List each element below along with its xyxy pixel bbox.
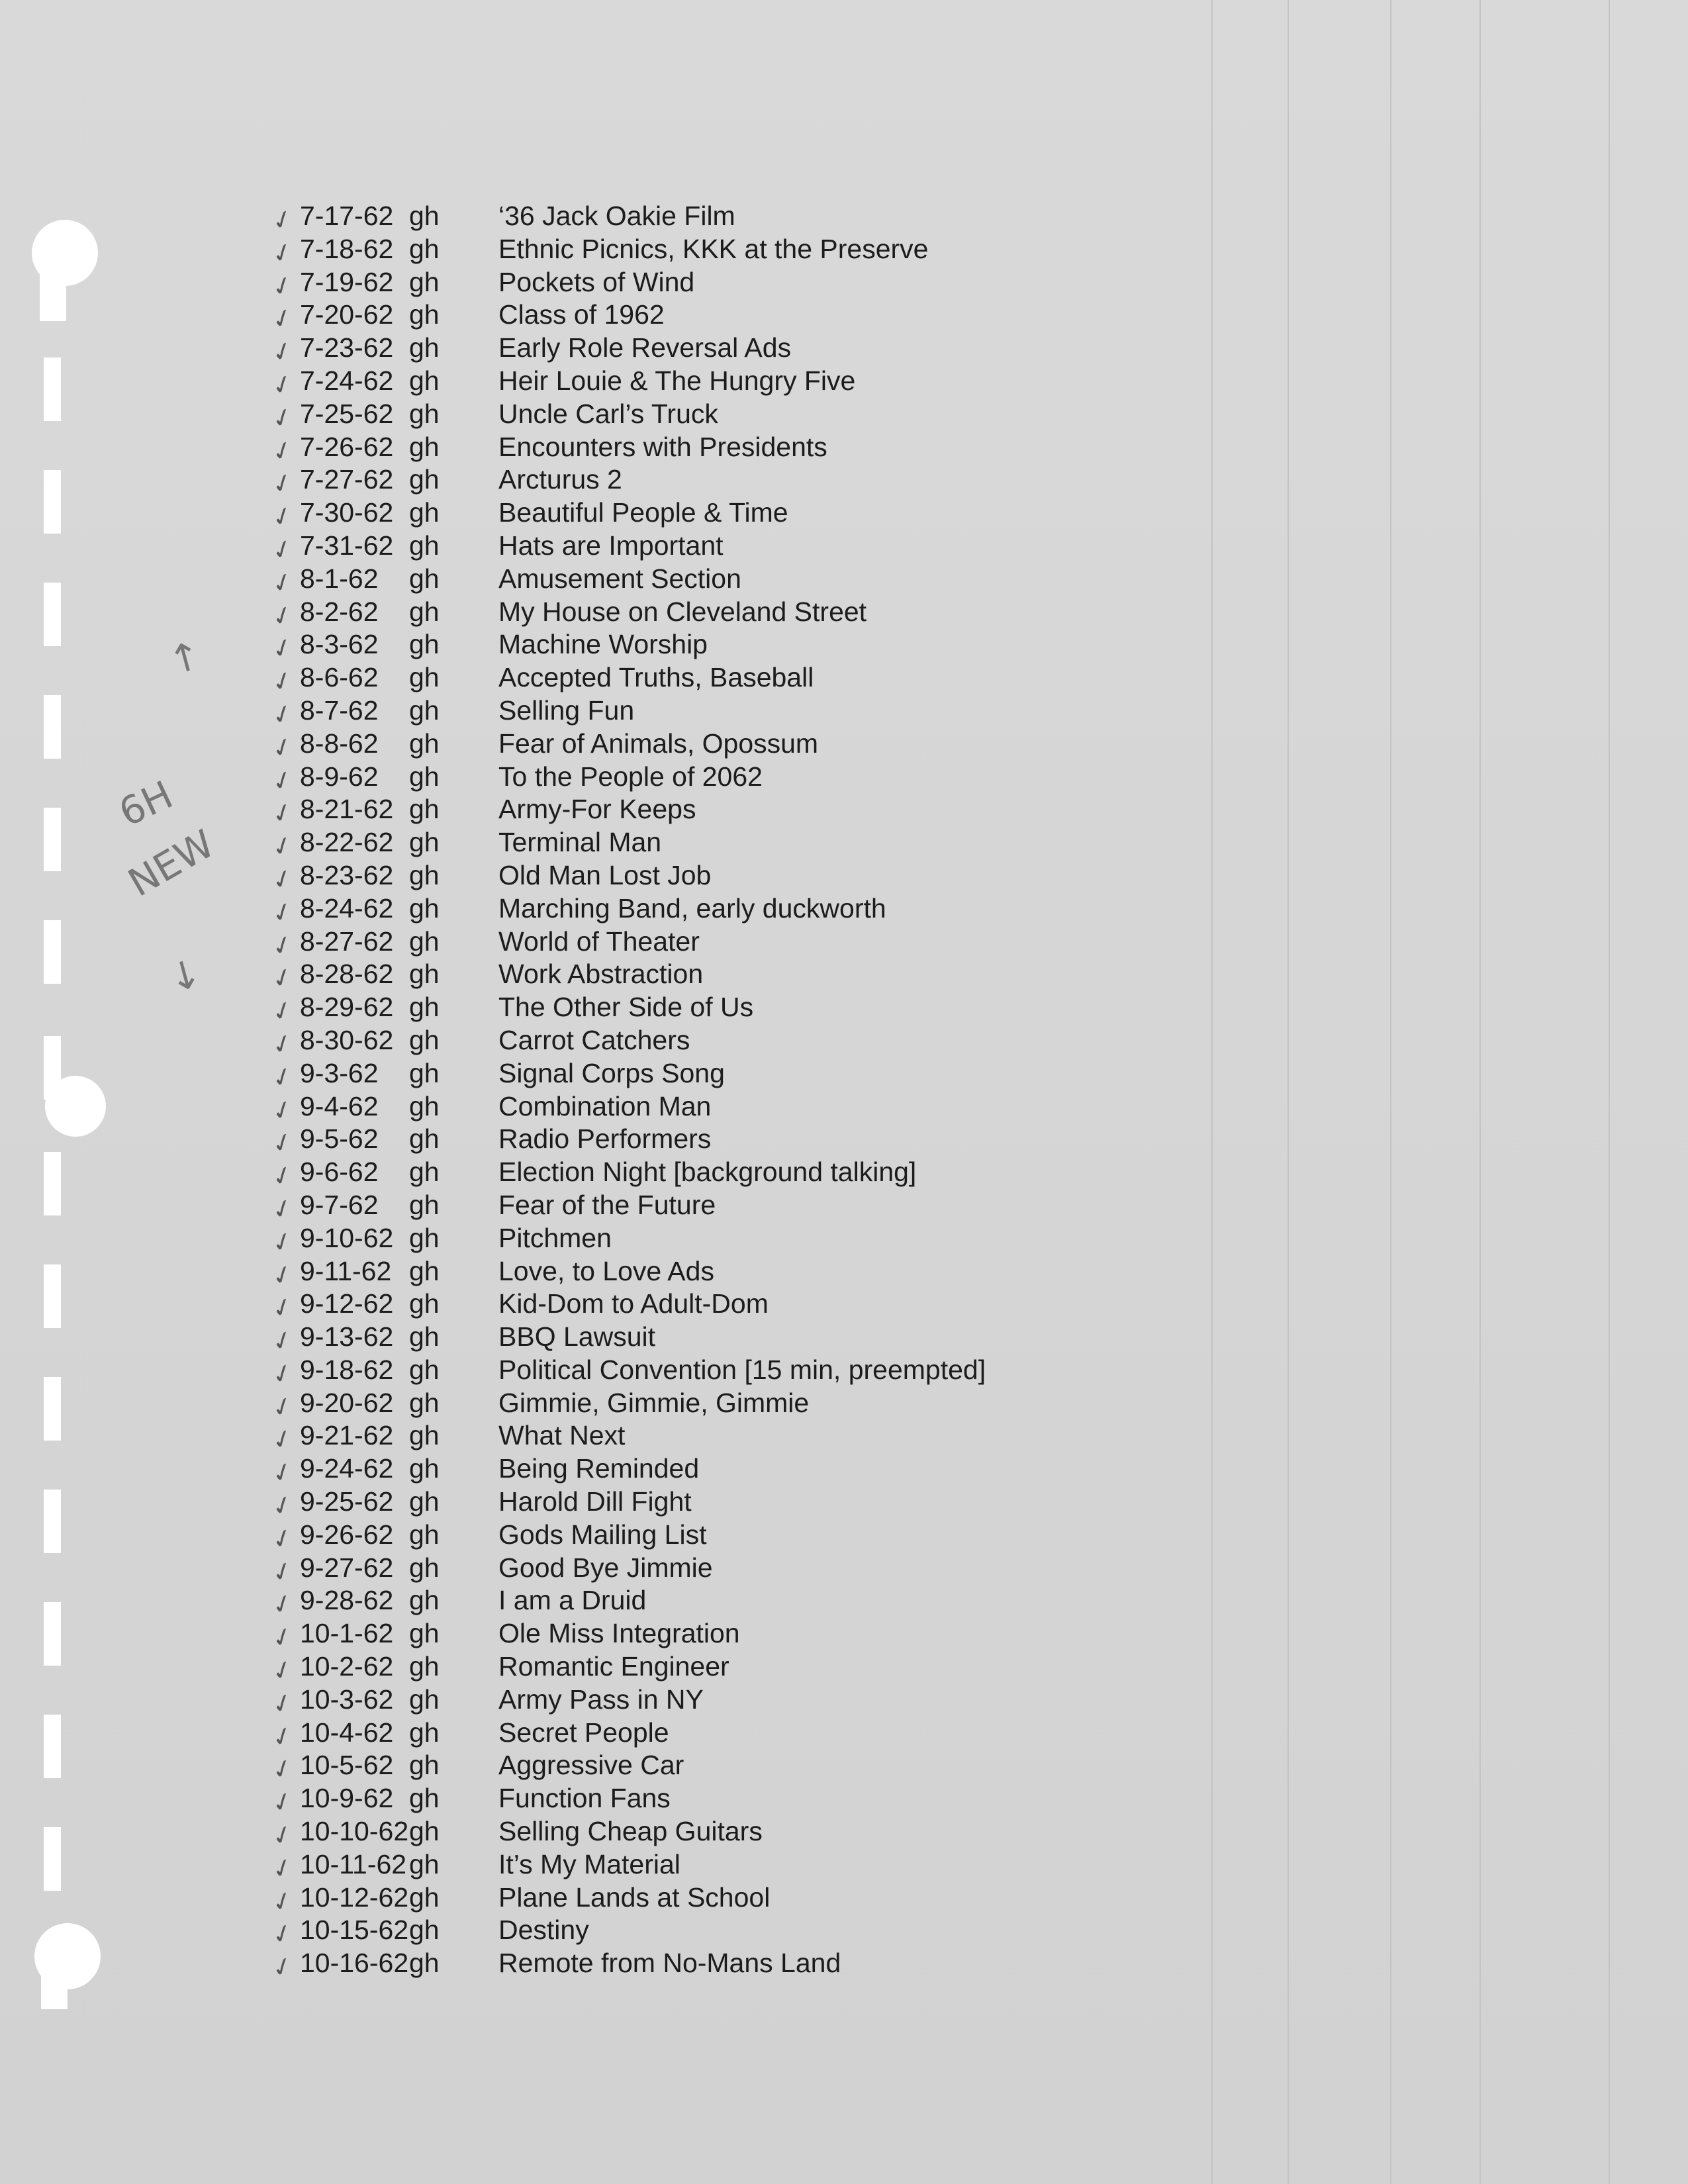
binder-slot — [44, 1602, 61, 1666]
entry-title: Gimmie, Gimmie, Gimmie — [498, 1387, 810, 1418]
check-mark-icon: ✓ — [267, 927, 298, 963]
entry-title: Kid-Dom to Adult-Dom — [498, 1288, 769, 1319]
check-mark-icon: ✓ — [267, 1917, 298, 1952]
entry-title: Fear of the Future — [498, 1189, 716, 1220]
handwritten-note-line: 6H — [112, 772, 180, 835]
binder-slot — [44, 1715, 61, 1778]
entry-initials: gh — [409, 1387, 440, 1418]
entry-title: Secret People — [498, 1717, 669, 1748]
check-mark-icon: ✓ — [267, 400, 298, 435]
entry-date: 9-6-62 — [300, 1157, 379, 1188]
check-mark-icon: ✓ — [267, 1850, 298, 1886]
check-mark-icon: ✓ — [267, 1554, 298, 1589]
entry-title: Political Convention [15 min, preempted] — [498, 1354, 986, 1385]
entry-initials: gh — [409, 1222, 440, 1253]
entry-initials: gh — [409, 431, 440, 462]
entry-date: 9-27-62 — [300, 1552, 394, 1583]
entry-initials: gh — [409, 596, 440, 627]
check-mark-icon: ✓ — [267, 433, 298, 468]
entry-date: 10-1-62 — [300, 1618, 394, 1649]
entry-initials: gh — [409, 662, 440, 693]
entry-date: 10-3-62 — [300, 1684, 394, 1715]
entry-initials: gh — [409, 1255, 440, 1286]
entry-title: Good Bye Jimmie — [498, 1552, 713, 1583]
entry-initials: gh — [409, 1915, 440, 1946]
entry-title: Ethnic Picnics, KKK at the Preserve — [498, 233, 929, 264]
entry-initials: gh — [409, 761, 440, 792]
entry-date: 9-10-62 — [300, 1222, 394, 1253]
entry-date: 10-9-62 — [300, 1783, 394, 1814]
check-mark-icon: ✓ — [267, 1323, 298, 1358]
paper-rule — [1609, 0, 1610, 2184]
entry-initials: gh — [409, 1024, 440, 1055]
entry-initials: gh — [409, 1651, 440, 1682]
check-mark-icon: ✓ — [267, 1159, 298, 1194]
entry-date: 9-20-62 — [300, 1387, 394, 1418]
entry-initials: gh — [409, 1717, 440, 1748]
entry-date: 8-1-62 — [300, 563, 379, 594]
entry-title: Machine Worship — [498, 629, 708, 660]
entry-title: Marching Band, early duckworth — [498, 892, 886, 924]
entry-title: Old Man Lost Job — [498, 859, 712, 890]
binder-slot — [44, 920, 61, 984]
entry-initials: gh — [409, 1585, 440, 1616]
entry-title: Army Pass in NY — [498, 1684, 704, 1715]
entry-initials: gh — [409, 629, 440, 660]
binder-slot — [44, 357, 61, 421]
entry-title: ‘36 Jack Oakie Film — [498, 201, 735, 231]
entry-title: Arcturus 2 — [498, 464, 622, 495]
entry-title: Ole Miss Integration — [498, 1618, 740, 1649]
entry-title: Aggressive Car — [498, 1750, 684, 1781]
check-mark-icon: ✓ — [267, 1224, 298, 1259]
entry-title: Accepted Truths, Baseball — [498, 662, 814, 693]
binder-slot — [44, 1827, 61, 1891]
binder-hole — [45, 1076, 106, 1137]
binder-slot — [44, 808, 61, 871]
entry-initials: gh — [409, 1618, 440, 1649]
entry-initials: gh — [409, 530, 440, 561]
entry-initials: gh — [409, 959, 440, 990]
entry-title: Gods Mailing List — [498, 1519, 707, 1550]
entry-title: It’s My Material — [498, 1848, 680, 1879]
entry-initials: gh — [409, 1816, 440, 1847]
entry-initials: gh — [409, 1321, 440, 1353]
binder-slot — [44, 1264, 61, 1328]
entry-title: World of Theater — [498, 926, 700, 957]
check-mark-icon: ✓ — [267, 466, 298, 501]
entry-date: 10-12-62 — [300, 1881, 409, 1913]
entry-date: 9-12-62 — [300, 1288, 394, 1319]
binder-hole — [40, 268, 66, 321]
entry-date: 10-5-62 — [300, 1750, 394, 1781]
check-mark-icon: ✓ — [267, 367, 298, 403]
check-mark-icon: ✓ — [267, 1685, 298, 1721]
entry-date: 9-26-62 — [300, 1519, 394, 1550]
check-mark-icon: ✓ — [267, 1356, 298, 1392]
entry-initials: gh — [409, 233, 440, 264]
entry-initials: gh — [409, 1288, 440, 1319]
entry-date: 10-2-62 — [300, 1651, 394, 1682]
entry-title: Carrot Catchers — [498, 1024, 690, 1055]
entry-date: 7-17-62 — [300, 201, 394, 231]
check-mark-icon: ✓ — [267, 1817, 298, 1853]
entry-date: 7-31-62 — [300, 530, 394, 561]
entry-title: Selling Cheap Guitars — [498, 1816, 763, 1847]
entry-title: Pockets of Wind — [498, 266, 695, 297]
entry-initials: gh — [409, 794, 440, 825]
entry-title: Terminal Man — [498, 827, 662, 858]
entry-title: Work Abstraction — [498, 959, 704, 990]
check-mark-icon: ✓ — [267, 696, 298, 732]
binder-hole — [41, 1963, 68, 2009]
entry-date: 9-7-62 — [300, 1189, 379, 1220]
entry-title: Class of 1962 — [498, 299, 665, 330]
entry-title: Early Role Reversal Ads — [498, 332, 792, 363]
entry-title: Function Fans — [498, 1783, 671, 1814]
check-mark-icon: ✓ — [267, 235, 298, 270]
entry-date: 9-5-62 — [300, 1123, 379, 1155]
paper-rule — [1390, 0, 1391, 2184]
entry-date: 8-29-62 — [300, 992, 394, 1023]
entry-date: 9-13-62 — [300, 1321, 394, 1353]
entry-date: 8-24-62 — [300, 892, 394, 924]
check-mark-icon: ✓ — [267, 268, 298, 303]
entry-date: 7-23-62 — [300, 332, 394, 363]
entry-title: Fear of Animals, Opossum — [498, 728, 819, 759]
entry-title: My House on Cleveland Street — [498, 596, 867, 627]
entry-initials: gh — [409, 1486, 440, 1517]
entry-date: 7-25-62 — [300, 398, 394, 429]
check-mark-icon: ✓ — [267, 1488, 298, 1523]
entry-date: 9-4-62 — [300, 1090, 379, 1121]
binder-slot — [44, 1377, 61, 1441]
entry-title: Selling Fun — [498, 694, 635, 726]
entry-initials: gh — [409, 1881, 440, 1913]
entry-date: 7-24-62 — [300, 365, 394, 396]
entry-title: Pitchmen — [498, 1222, 612, 1253]
entry-initials: gh — [409, 201, 440, 231]
entry-initials: gh — [409, 1189, 440, 1220]
check-mark-icon: ✓ — [267, 1422, 298, 1457]
entry-initials: gh — [409, 266, 440, 297]
entry-title: Radio Performers — [498, 1123, 712, 1155]
check-mark-icon: ✓ — [267, 1026, 298, 1062]
entry-initials: gh — [409, 728, 440, 759]
entry-title: Being Reminded — [498, 1453, 700, 1484]
binder-slot — [44, 695, 61, 759]
entry-date: 8-30-62 — [300, 1024, 394, 1055]
entry-date: 10-15-62 — [300, 1915, 409, 1946]
entry-initials: gh — [409, 1750, 440, 1781]
check-mark-icon: ✓ — [267, 829, 298, 864]
entry-date: 8-21-62 — [300, 794, 394, 825]
entry-initials: gh — [409, 694, 440, 726]
entry-title: Harold Dill Fight — [498, 1486, 692, 1517]
check-mark-icon: ✓ — [267, 1455, 298, 1490]
check-mark-icon: ✓ — [267, 1652, 298, 1688]
check-mark-icon: ✓ — [267, 1883, 298, 1919]
entry-title: Election Night [background talking] — [498, 1157, 917, 1188]
entry-title: Remote from No-Mans Land — [498, 1948, 841, 1979]
entry-title: Destiny — [498, 1915, 589, 1946]
check-mark-icon: ✓ — [267, 1719, 298, 1754]
binder-slot — [44, 583, 61, 646]
entry-title: Combination Man — [498, 1090, 712, 1121]
entry-initials: gh — [409, 563, 440, 594]
entry-date: 7-27-62 — [300, 464, 394, 495]
entry-title: Encounters with Presidents — [498, 431, 827, 462]
entry-date: 8-8-62 — [300, 728, 379, 759]
entry-title: The Other Side of Us — [498, 992, 754, 1023]
entry-date: 7-18-62 — [300, 233, 394, 264]
check-mark-icon: ✓ — [267, 861, 298, 897]
entry-initials: gh — [409, 1420, 440, 1451]
entry-initials: gh — [409, 1123, 440, 1155]
check-mark-icon: ✓ — [267, 1620, 298, 1655]
entry-date: 8-23-62 — [300, 859, 394, 890]
entry-initials: gh — [409, 1453, 440, 1484]
entry-title: Signal Corps Song — [498, 1057, 725, 1088]
check-mark-icon: ✓ — [267, 334, 298, 369]
entry-initials: gh — [409, 1684, 440, 1715]
check-mark-icon: ✓ — [267, 1521, 298, 1556]
entry-date: 10-10-62 — [300, 1816, 409, 1847]
check-mark-icon: ✓ — [267, 1125, 298, 1161]
entry-initials: gh — [409, 1848, 440, 1879]
entry-initials: gh — [409, 1783, 440, 1814]
entry-date: 9-25-62 — [300, 1486, 394, 1517]
entry-initials: gh — [409, 892, 440, 924]
entry-initials: gh — [409, 1552, 440, 1583]
entry-date: 10-4-62 — [300, 1717, 394, 1748]
entry-initials: gh — [409, 926, 440, 957]
entry-title: Plane Lands at School — [498, 1881, 771, 1913]
entry-title: What Next — [498, 1420, 626, 1451]
check-mark-icon: ✓ — [267, 1257, 298, 1292]
entry-date: 7-19-62 — [300, 266, 394, 297]
entry-date: 8-27-62 — [300, 926, 394, 957]
entry-date: 7-30-62 — [300, 497, 394, 528]
entry-initials: gh — [409, 1057, 440, 1088]
entry-title: BBQ Lawsuit — [498, 1321, 655, 1353]
entry-title: Hats are Important — [498, 530, 724, 561]
entry-title: Love, to Love Ads — [498, 1255, 714, 1286]
paper-rule — [1211, 0, 1213, 2184]
entry-initials: gh — [409, 1157, 440, 1188]
entry-title: Amusement Section — [498, 563, 741, 594]
handwritten-note-line: NEW — [120, 821, 222, 906]
binder-slot — [44, 470, 61, 534]
check-mark-icon: ✓ — [267, 664, 298, 699]
binder-slot — [44, 1490, 61, 1553]
entry-initials: gh — [409, 497, 440, 528]
check-mark-icon: ✓ — [267, 763, 298, 798]
entry-date: 8-7-62 — [300, 694, 379, 726]
entry-date: 9-3-62 — [300, 1057, 379, 1088]
entry-initials: gh — [409, 1090, 440, 1121]
entry-title: I am a Druid — [498, 1585, 647, 1616]
entry-title: Romantic Engineer — [498, 1651, 729, 1682]
entry-initials: gh — [409, 464, 440, 495]
entry-date: 9-11-62 — [300, 1255, 392, 1286]
entry-date: 8-2-62 — [300, 596, 379, 627]
entry-date: 9-18-62 — [300, 1354, 394, 1385]
entry-initials: gh — [409, 992, 440, 1023]
check-mark-icon: ✓ — [267, 1290, 298, 1325]
entry-date: 10-11-62 — [300, 1848, 407, 1879]
paper-rule — [1288, 0, 1289, 2184]
paper-rule — [1479, 0, 1481, 2184]
check-mark-icon: ✓ — [267, 499, 298, 534]
entry-initials: gh — [409, 1354, 440, 1385]
check-mark-icon: ✓ — [267, 961, 298, 996]
check-mark-icon: ✓ — [267, 532, 298, 567]
check-mark-icon: ✓ — [267, 202, 298, 238]
entry-initials: gh — [409, 398, 440, 429]
entry-title: Army-For Keeps — [498, 794, 696, 825]
arrow-up-icon: ↑ — [164, 632, 207, 685]
check-mark-icon: ✓ — [267, 1389, 298, 1424]
entry-title: Beautiful People & Time — [498, 497, 788, 528]
check-mark-icon: ✓ — [267, 1950, 298, 1985]
entry-date: 8-22-62 — [300, 827, 394, 858]
entry-date: 7-26-62 — [300, 431, 394, 462]
entry-date: 9-21-62 — [300, 1420, 394, 1451]
check-mark-icon: ✓ — [267, 1587, 298, 1622]
entry-date: 10-16-62 — [300, 1948, 409, 1979]
entry-date: 7-20-62 — [300, 299, 394, 330]
check-mark-icon: ✓ — [267, 796, 298, 831]
entry-title: Heir Louie & The Hungry Five — [498, 365, 856, 396]
check-mark-icon: ✓ — [267, 301, 298, 336]
check-mark-icon: ✓ — [267, 1752, 298, 1787]
check-mark-icon: ✓ — [267, 730, 298, 765]
entry-date: 8-3-62 — [300, 629, 379, 660]
entry-title: Uncle Carl’s Truck — [498, 398, 718, 429]
check-mark-icon: ✓ — [267, 1785, 298, 1820]
entry-initials: gh — [409, 1948, 440, 1979]
entry-date: 8-6-62 — [300, 662, 379, 693]
entry-initials: gh — [409, 332, 440, 363]
check-mark-icon: ✓ — [267, 631, 298, 666]
binder-slot — [44, 1152, 61, 1215]
check-mark-icon: ✓ — [267, 598, 298, 633]
entry-initials: gh — [409, 1519, 440, 1550]
entry-date: 8-28-62 — [300, 959, 394, 990]
check-mark-icon: ✓ — [267, 1191, 298, 1227]
entry-initials: gh — [409, 299, 440, 330]
check-mark-icon: ✓ — [267, 565, 298, 600]
check-mark-icon: ✓ — [267, 894, 298, 929]
entry-date: 8-9-62 — [300, 761, 379, 792]
check-mark-icon: ✓ — [267, 994, 298, 1029]
entry-initials: gh — [409, 365, 440, 396]
entry-initials: gh — [409, 859, 440, 890]
arrow-down-icon: ↓ — [164, 949, 207, 1002]
entry-initials: gh — [409, 827, 440, 858]
check-mark-icon: ✓ — [267, 1059, 298, 1094]
entry-date: 9-24-62 — [300, 1453, 394, 1484]
entry-title: To the People of 2062 — [498, 761, 763, 792]
check-mark-icon: ✓ — [267, 1092, 298, 1127]
entry-date: 9-28-62 — [300, 1585, 394, 1616]
